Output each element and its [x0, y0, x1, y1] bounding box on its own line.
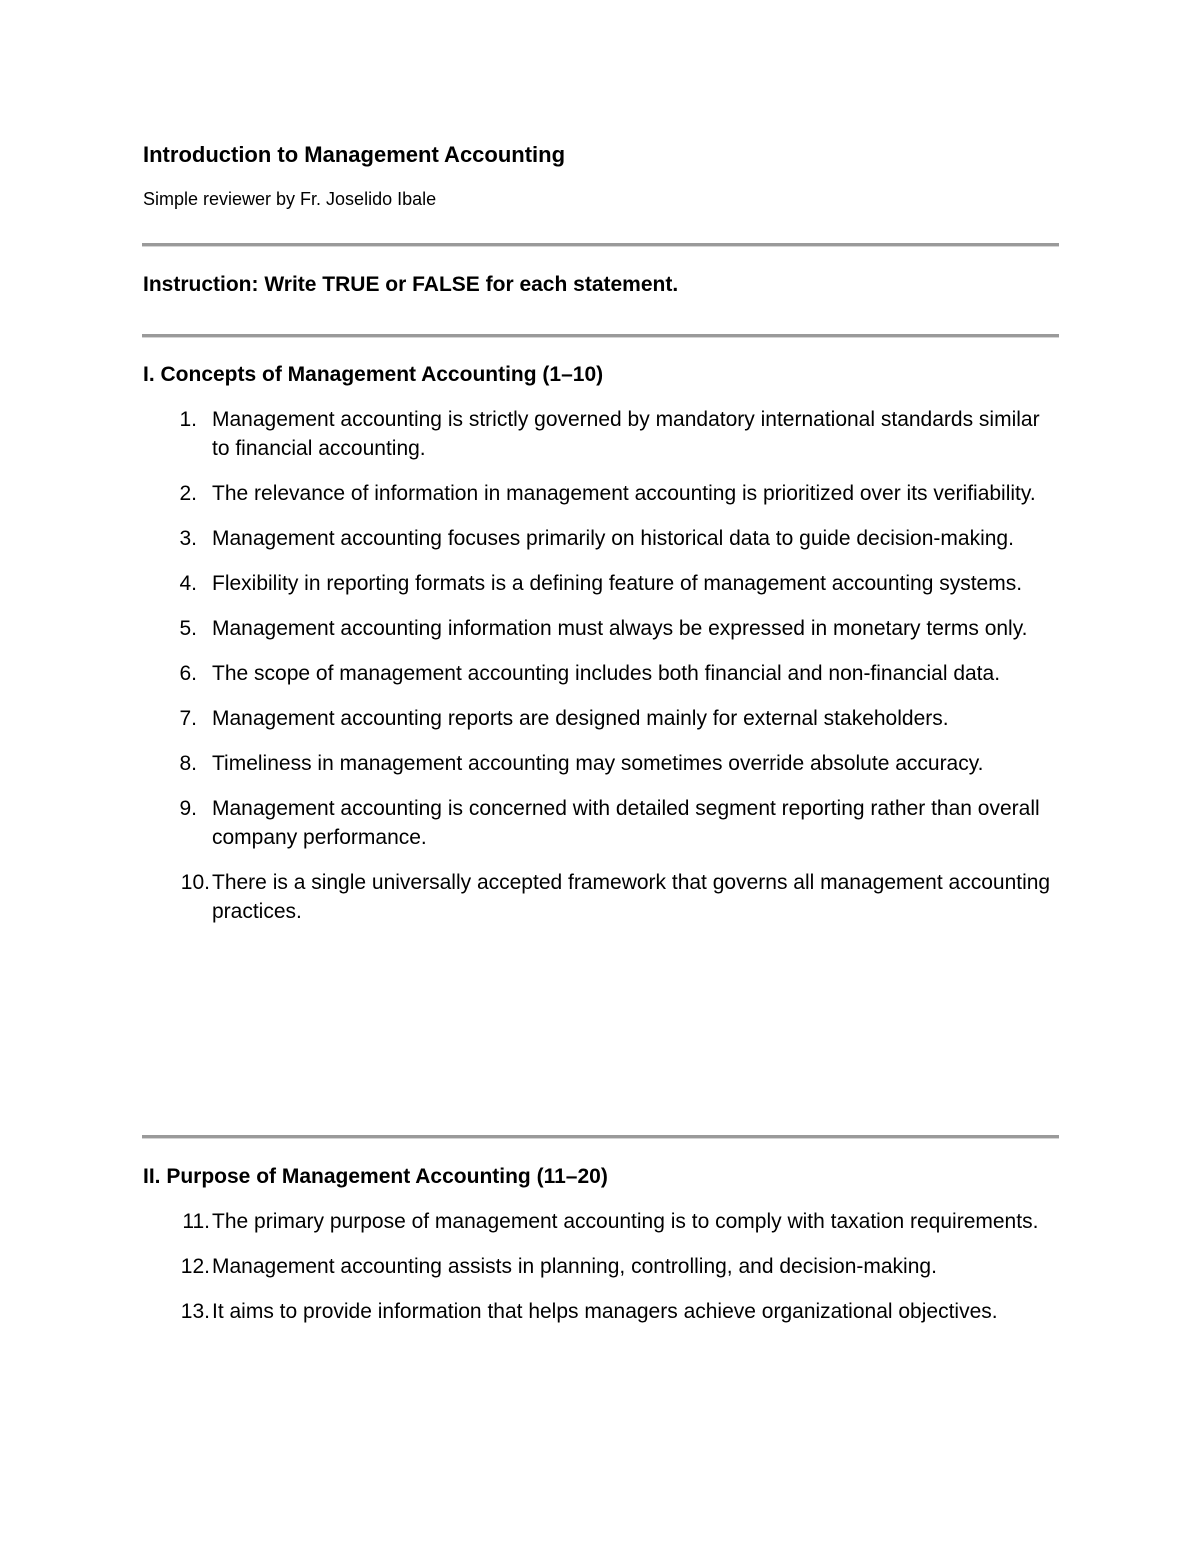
item-number: 3. — [179, 527, 197, 550]
section-heading-1: I. Concepts of Management Accounting (1–10) — [143, 363, 604, 386]
item-number: 1. — [179, 408, 197, 431]
item-text: The scope of management accounting includes both financial and non-financial data. — [212, 662, 1001, 685]
item-text: Management accounting is concerned with detailed segment reporting rather than overall company performance. — [212, 797, 1040, 849]
list-item — [0, 704, 1062, 733]
item-number: 2. — [179, 482, 197, 505]
item-number: 7. — [179, 707, 197, 730]
item-text: There is a single universally accepted framework that governs all management accounting practices. — [212, 871, 1051, 923]
item-number: 6. — [179, 662, 197, 685]
list-item — [0, 524, 1062, 553]
item-number: 12. — [180, 1255, 210, 1278]
item-text: The relevance of information in management accounting is prioritized over its verifiability. — [212, 482, 1036, 505]
item-text: It aims to provide information that helps managers achieve organizational objectives. — [212, 1300, 998, 1323]
list-item — [0, 1252, 1062, 1281]
document-title: Introduction to Management Accounting — [143, 142, 566, 167]
list-item — [0, 614, 1062, 643]
instruction-text: Instruction: Write TRUE or FALSE for each statement. — [143, 273, 679, 296]
item-text: Management accounting information must always be expressed in monetary terms only. — [212, 617, 1028, 640]
document-subtitle: Simple reviewer by Fr. Joselido Ibale — [143, 189, 437, 209]
list-item — [0, 479, 1062, 508]
item-number: 13. — [180, 1300, 210, 1323]
list-item — [0, 1207, 1062, 1236]
item-text: Management accounting reports are designed mainly for external stakeholders. — [212, 707, 949, 730]
item-number: 11. — [182, 1210, 210, 1233]
list-item — [0, 659, 1062, 688]
item-number: 5. — [179, 617, 197, 640]
item-number: 4. — [179, 572, 197, 595]
item-text: Management accounting focuses primarily on historical data to guide decision-making. — [212, 527, 1014, 550]
item-number: 9. — [179, 797, 197, 820]
section-2-list — [0, 1207, 1200, 1342]
section-1-list — [0, 405, 1200, 942]
divider-2 — [142, 334, 1059, 338]
item-text: Flexibility in reporting formats is a defining feature of management accounting systems. — [212, 572, 1023, 595]
list-item — [0, 405, 1062, 463]
list-item — [0, 868, 1062, 926]
item-text: Timeliness in management accounting may sometimes override absolute accuracy. — [212, 752, 984, 775]
divider-1 — [142, 243, 1059, 247]
item-number: 8. — [179, 752, 197, 775]
list-item — [0, 794, 1062, 852]
item-text: Management accounting is strictly governed by mandatory international standards similar to financial accounting. — [212, 408, 1040, 460]
section-heading-2: II. Purpose of Management Accounting (11–20) — [143, 1165, 608, 1188]
list-item — [0, 749, 1062, 778]
item-number: 10. — [180, 871, 210, 894]
list-item — [0, 1297, 1062, 1326]
divider-3 — [142, 1135, 1059, 1139]
item-text: The primary purpose of management accounting is to comply with taxation requirements. — [212, 1210, 1039, 1233]
list-item — [0, 569, 1062, 598]
item-text: Management accounting assists in planning, controlling, and decision-making. — [212, 1255, 937, 1278]
